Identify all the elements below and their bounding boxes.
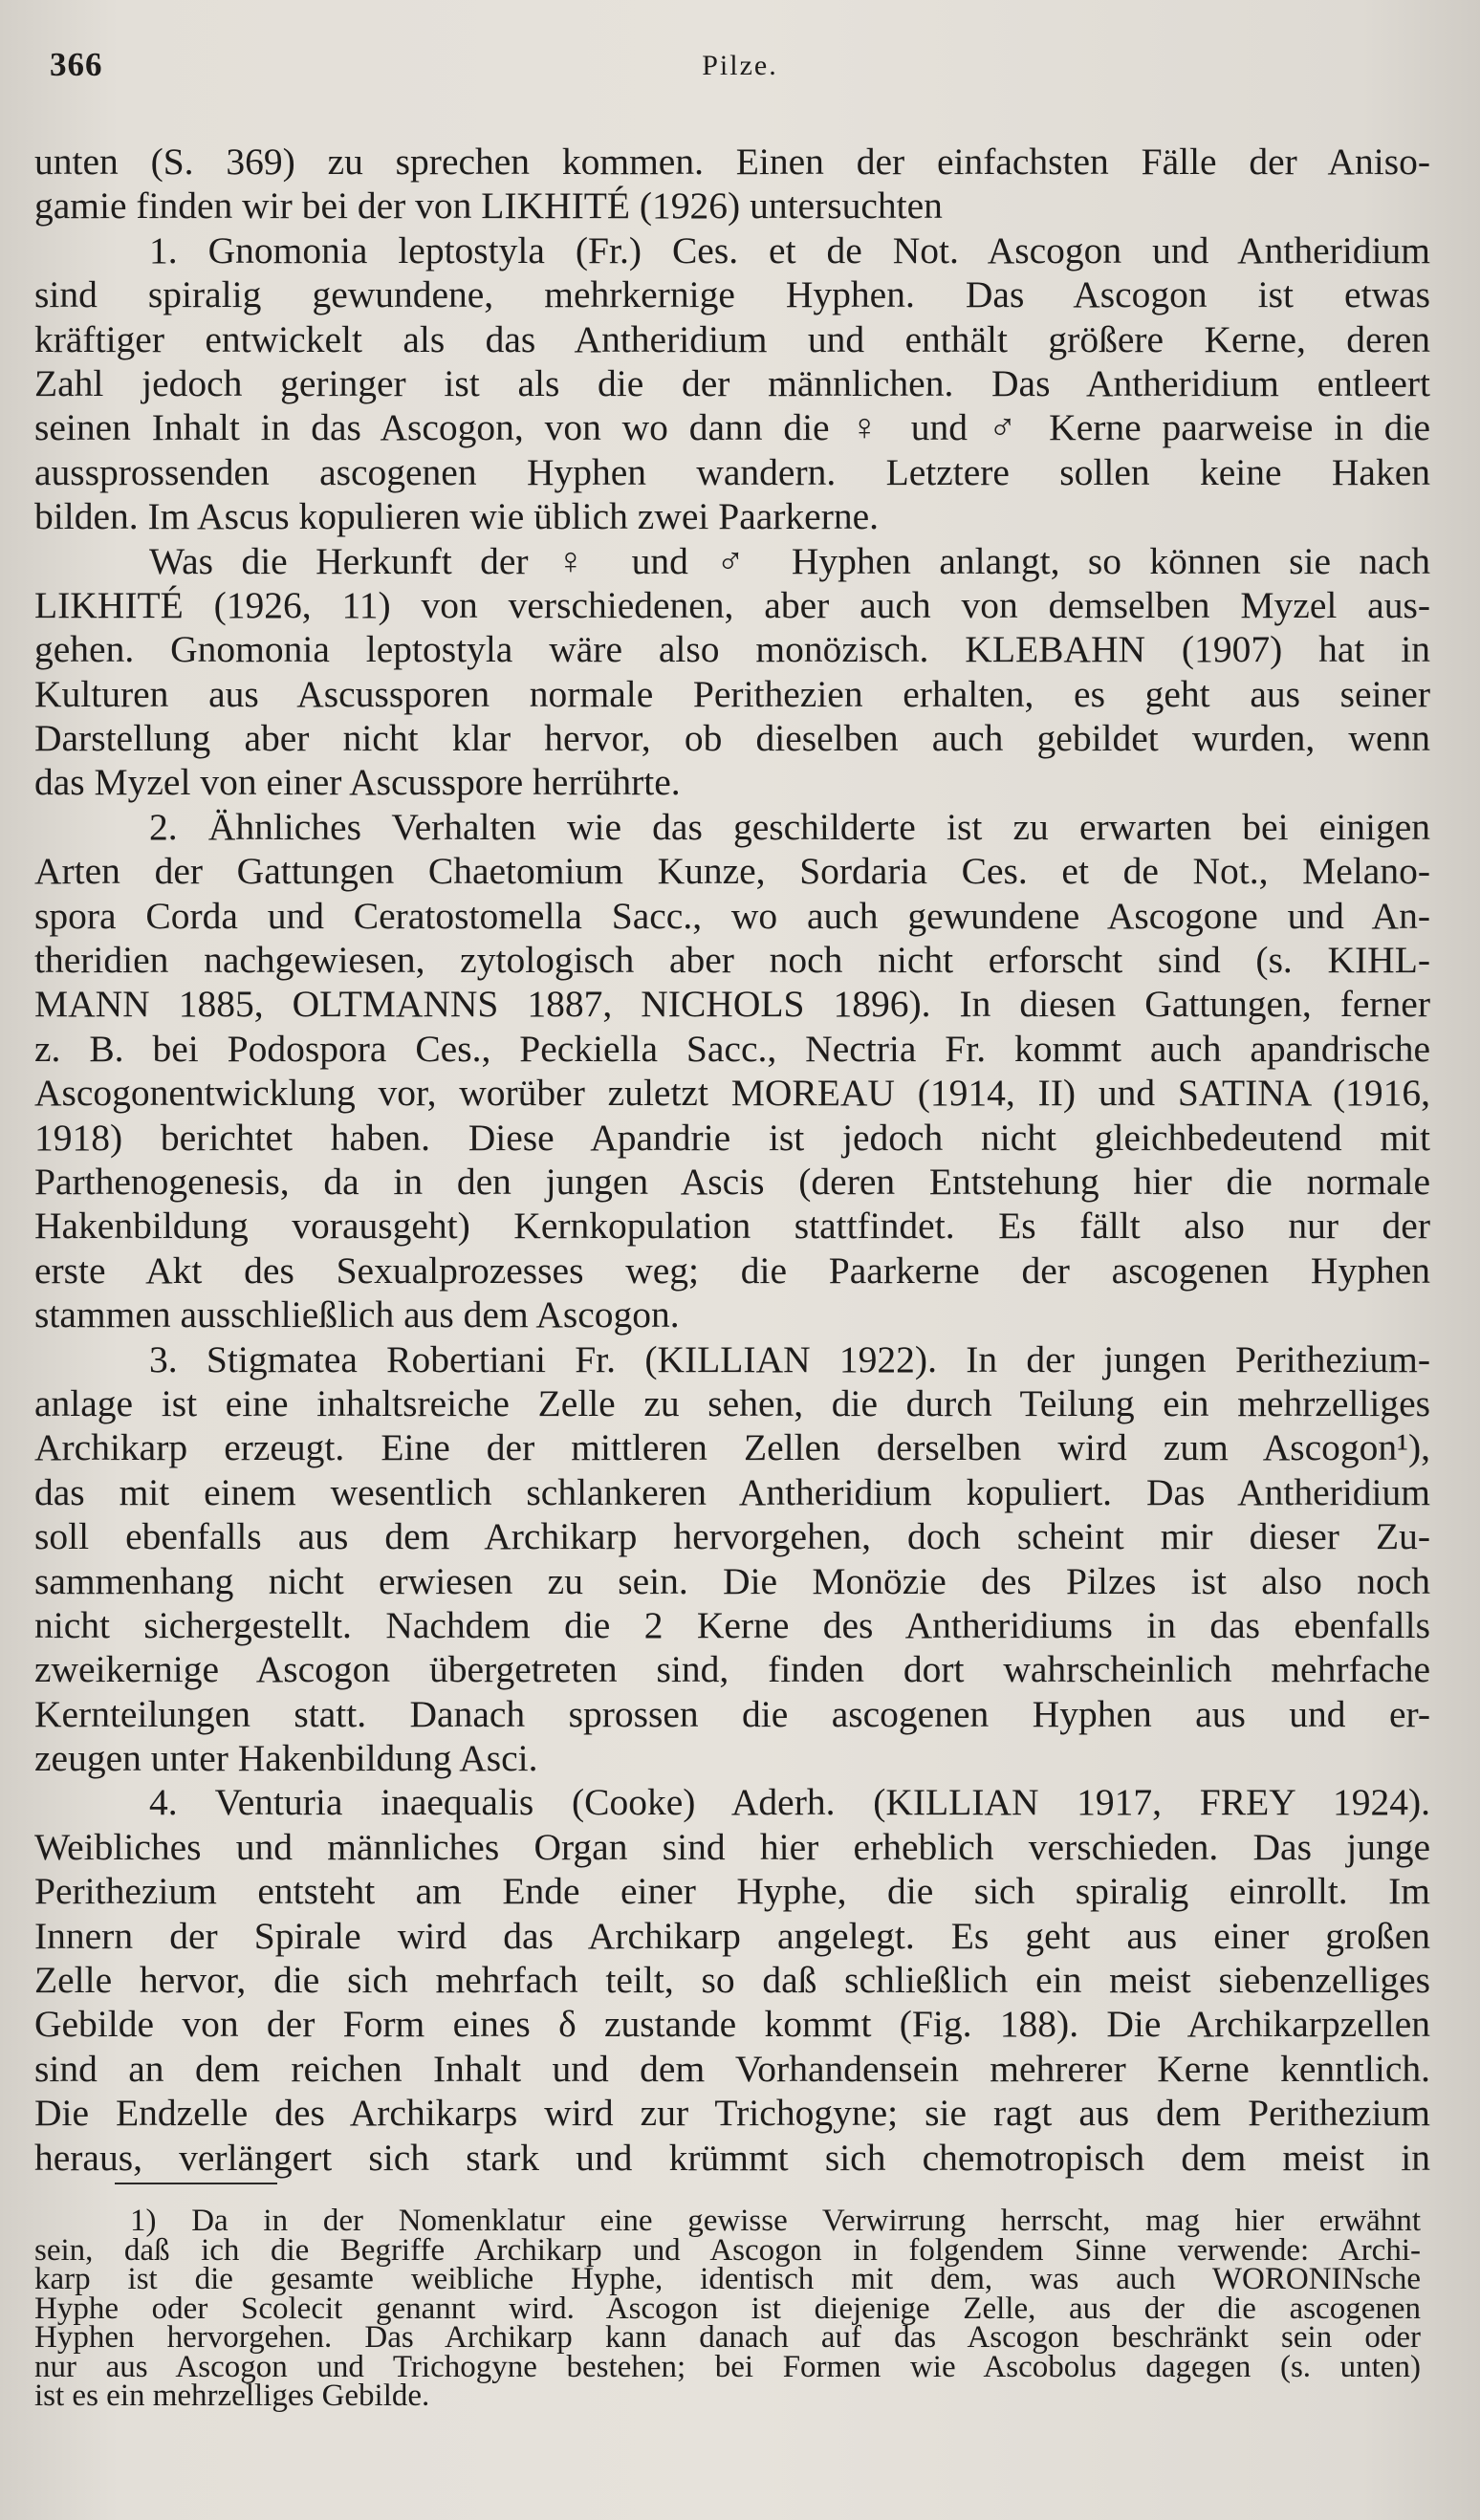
text-line: Darstellung aber nicht klar hervor, ob dieselben auch gebildet wurden, wenn xyxy=(34,717,1430,760)
text-line: spora Corda und Ceratostomella Sacc., wo auch gewundene Ascogone und An- xyxy=(34,894,1430,937)
text-line: MANN 1885, OLTMANNS 1887, NICHOLS 1896). In diesen Gattungen, ferner xyxy=(34,983,1430,1026)
text-line: gamie finden wir bei der von LIKHITÉ (1926) untersuchten xyxy=(34,185,943,228)
text-line: unten (S. 369) zu sprechen kommen. Einen der einfachsten Fälle der Aniso- xyxy=(34,141,1430,183)
text-line: Archikarp erzeugt. Eine der mittleren Zellen derselben wird zum Ascogon¹), xyxy=(34,1426,1430,1469)
text-line: kräftiger entwickelt als das Antheridium und enthält größere Kerne, deren xyxy=(34,317,1430,360)
text-line: LIKHITÉ (1926, 11) von verschiedenen, aber auch von demselben Myzel aus- xyxy=(34,583,1430,626)
text-line: heraus, verlängert sich stark und krümmt sich chemotropisch dem meist in xyxy=(34,2136,1430,2179)
text-line: Zahl jedoch geringer ist als die der männlichen. Das Antheridium entleert xyxy=(34,361,1430,404)
text-line: sind an dem reichen Inhalt und dem Vorhandensein mehrerer Kerne kenntlich. xyxy=(34,2047,1430,2090)
footnotes xyxy=(34,2206,1421,2411)
text-line: bilden. Im Ascus kopulieren wie üblich zwei Paarkerne. xyxy=(34,495,880,538)
text-line: zweikernige Ascogon übergetreten sind, finden dort wahrscheinlich mehrfache xyxy=(34,1648,1430,1691)
footnote-line: sein, daß ich die Begriffe Archikarp und Ascogon in folgendem Sinne verwende: Archi- xyxy=(34,2232,1421,2268)
text-line: theridien nachgewiesen, zytologisch aber noch nicht erforscht sind (s. KIHL- xyxy=(34,939,1430,982)
text-line: Weibliches und männliches Organ sind hier erheblich verschieden. Das junge xyxy=(34,1825,1430,1868)
footnote-line: Hyphe oder Scolecit genannt wird. Ascogon ist diejenige Zelle, aus der die ascogenen xyxy=(34,2291,1421,2326)
text-line: Arten der Gattungen Chaetomium Kunze, Sordaria Ces. et de Not., Melano- xyxy=(34,850,1430,893)
text-line: 1. Gnomonia leptostyla (Fr.) Ces. et de Not. Ascogon und Antheridium xyxy=(149,228,1430,272)
text-line: 4. Venturia inaequalis (Cooke) Aderh. (KILLIAN 1917, FREY 1924). xyxy=(149,1781,1430,1824)
footnote-rule xyxy=(115,2183,277,2184)
text-line: Parthenogenesis, da in den jungen Ascis (deren Entstehung hier die normale xyxy=(34,1160,1430,1203)
text-line: Was die Herkunft der ♀ und ♂ Hyphen anlangt, so können sie nach xyxy=(149,539,1430,582)
text-line: Gebilde von der Form eines δ zustande kommt (Fig. 188). Die Archikarpzellen xyxy=(34,2003,1430,2046)
page-number: 366 xyxy=(50,46,103,83)
text-line: Zelle hervor, die sich mehrfach teilt, so daß schließlich ein meist siebenzelliges xyxy=(34,1959,1430,2002)
main-text xyxy=(34,140,1430,2180)
text-line: sind spiralig gewundene, mehrkernige Hyphen. Das Ascogon ist etwas xyxy=(34,273,1430,316)
text-line: anlage ist eine inhaltsreiche Zelle zu sehen, die durch Teilung ein mehrzelliges xyxy=(34,1381,1430,1424)
text-line: zeugen unter Hakenbildung Asci. xyxy=(34,1737,538,1780)
text-line: Perithezium entsteht am Ende einer Hyphe, die sich spiralig einrollt. Im xyxy=(34,1870,1430,1913)
text-line: Innern der Spirale wird das Archikarp angelegt. Es geht aus einer großen xyxy=(34,1914,1430,1957)
text-line: 2. Ähnliches Verhalten wie das geschilderte ist zu erwarten bei einigen xyxy=(149,805,1430,848)
text-line: stammen ausschließlich aus dem Ascogon. xyxy=(34,1293,680,1336)
text-line: Ascogonentwicklung vor, worüber zuletzt MOREAU (1914, II) und SATINA (1916, xyxy=(34,1072,1430,1115)
text-line: Hakenbildung vorausgeht) Kernkopulation stattfindet. Es fällt also nur der xyxy=(34,1205,1430,1248)
text-line: Kulturen aus Ascussporen normale Perithezien erhalten, es geht aus seiner xyxy=(34,672,1430,715)
text-line: das Myzel von einer Ascusspore herrührte. xyxy=(34,761,681,804)
text-line: 3. Stigmatea Robertiani Fr. (KILLIAN 1922). In der jungen Perithezium- xyxy=(149,1337,1430,1380)
text-line: Die Endzelle des Archikarps wird zur Trichogyne; sie ragt aus dem Perithezium xyxy=(34,2092,1430,2135)
footnote-line: nur aus Ascogon und Trichogyne bestehen; bei Formen wie Ascobolus dagegen (s. unten) xyxy=(34,2349,1421,2384)
text-line: soll ebenfalls aus dem Archikarp hervorgehen, doch scheint mir dieser Zu- xyxy=(34,1515,1430,1558)
text-line: nicht sichergestellt. Nachdem die 2 Kerne des Antheridiums in das ebenfalls xyxy=(34,1603,1430,1646)
footnote-line: 1) Da in der Nomenklatur eine gewisse Verwirrung herrscht, mag hier erwähnt xyxy=(130,2204,1421,2238)
text-line: seinen Inhalt in das Ascogon, von wo dann die ♀ und ♂ Kerne paarweise in die xyxy=(34,406,1430,449)
text-line: das mit einem wesentlich schlankeren Antheridium kopuliert. Das Antheridium xyxy=(34,1470,1430,1513)
text-line: aussprossenden ascogenen Hyphen wandern. Letztere sollen keine Haken xyxy=(34,450,1430,493)
footnote-line: karp ist die gesamte weibliche Hyphe, identisch mit dem, was auch WORONINsche xyxy=(34,2262,1421,2296)
page-header xyxy=(50,46,1430,94)
text-line: 1918) berichtet haben. Diese Apandrie ist jedoch nicht gleichbedeutend mit xyxy=(34,1116,1430,1159)
footnote-line: ist es ein mehrzelliges Gebilde. xyxy=(34,2379,430,2413)
text-line: sammenhang nicht erwiesen zu sein. Die Monözie des Pilzes ist also noch xyxy=(34,1559,1430,1602)
text-line: z. B. bei Podospora Ces., Peckiella Sacc., Nectria Fr. kommt auch apandrische xyxy=(34,1027,1430,1070)
footnote-line: Hyphen hervorgehen. Das Archikarp kann danach auf das Ascogon beschränkt sein oder xyxy=(34,2320,1421,2355)
text-line: Kernteilungen statt. Danach sprossen die ascogenen Hyphen aus und er- xyxy=(34,1692,1430,1735)
running-head: Pilze. xyxy=(702,50,778,81)
text-line: erste Akt des Sexualprozesses weg; die Paarkerne der ascogenen Hyphen xyxy=(34,1249,1430,1292)
text-line: gehen. Gnomonia leptostyla wäre also monözisch. KLEBAHN (1907) hat in xyxy=(34,628,1430,671)
